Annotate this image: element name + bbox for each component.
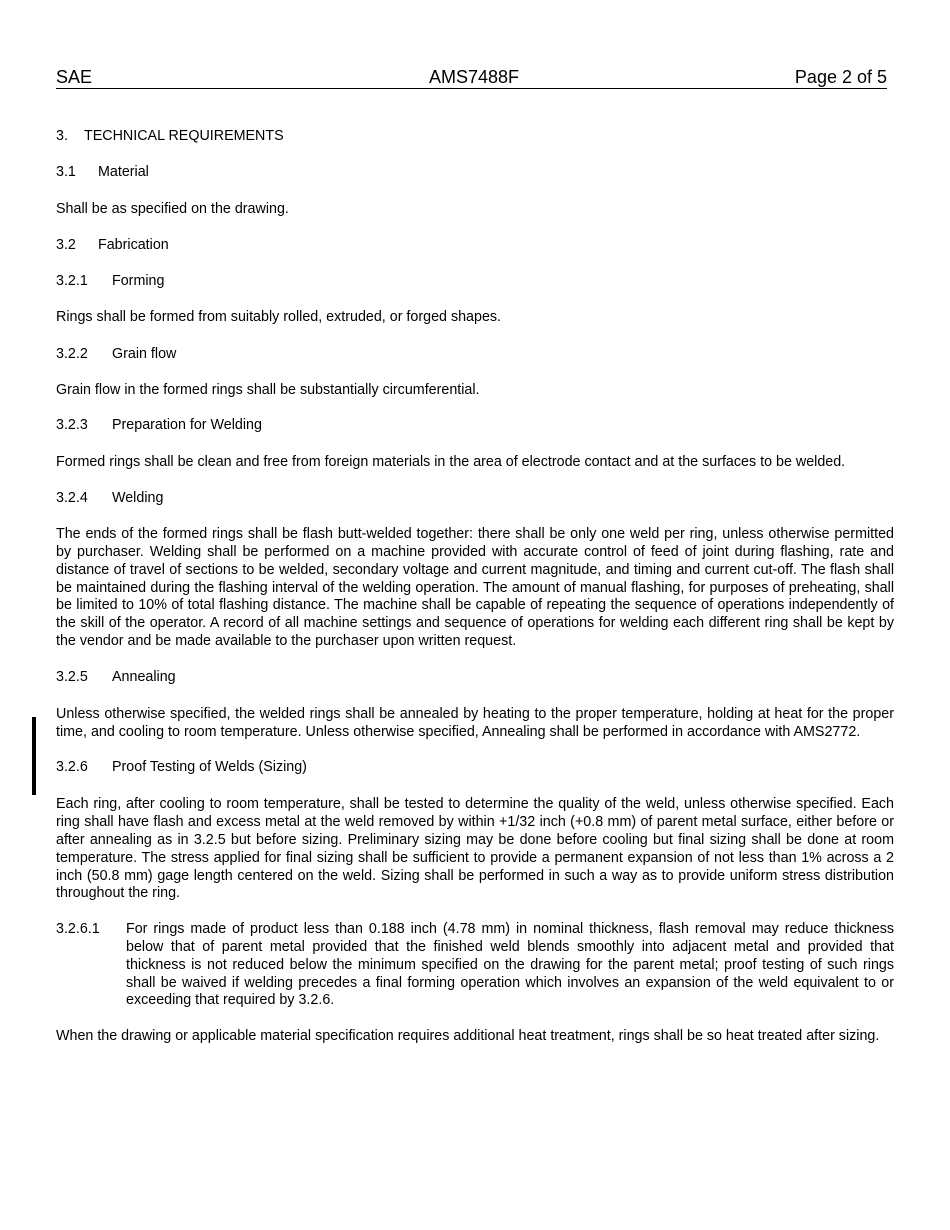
header-doc-id: AMS7488F xyxy=(429,67,520,87)
section-number: 3.2.2 xyxy=(56,345,88,362)
header-org: SAE xyxy=(56,67,93,87)
section-number: 3.2.4 xyxy=(56,490,88,507)
section-title: TECHNICAL REQUIREMENTS xyxy=(84,128,284,144)
section-3-2-2-body: Grain flow in the formed rings shall be substantially circumferential. xyxy=(56,381,480,398)
section-3-2-3-body: Formed rings shall be clean and free from foreign materials in the area of electrode contact and at the surfaces to be welded. xyxy=(56,454,846,471)
section-3-2-6-body: Each ring, after cooling to room temperature, shall be tested to determine the quality of the weld, unless otherwise specified. Each ring shall have flash and excess metal at the weld removed by within +1/32 inch (+0.8 mm) of parent metal surface, either before or after annealing as in 3.2.5 but before sizing. Preliminary sizing may be done before cooling but final sizing shall be done at room temperature. The stress applied for final sizing shall be sufficient to provide a permanent expansion of not less than 1% across a 2 inch (50.8 mm) gage length centered on the weld. Sizing shall be performed in such a way as to provide uniform stress distribution throughout the ring. xyxy=(56,796,894,902)
section-title: Annealing xyxy=(112,668,176,685)
section-title: Grain flow xyxy=(112,345,177,362)
section-3-2-4-heading xyxy=(56,490,894,508)
section-title: Forming xyxy=(112,272,165,289)
section-number: 3.1 xyxy=(56,164,76,180)
section-3-2-5-body: Unless otherwise specified, the welded rings shall be annealed by heating to the proper temperature, holding at heat for the proper time, and cooling to room temperature. Unless otherwise specified, Annealing shall be performed in accordance with AMS2772. xyxy=(56,705,894,740)
section-number: 3.2.6 xyxy=(56,759,88,776)
section-3-2-2-heading xyxy=(56,346,894,364)
section-3-2-3-heading xyxy=(56,417,894,435)
section-3-2-6-1-body: For rings made of product less than 0.188 inch (4.78 mm) in nominal thickness, flash removal may reduce thickness below that of parent metal provided that the finished weld blends smoothly into adjacent metal and provided that thickness is not reduced below the minimum specified on the drawing for the parent metal; proof testing of such rings shall be waived if welding precedes a final forming operation which involves an expansion of the weld equivalent to or exceeding that required by 3.2.6. xyxy=(126,921,894,1009)
section-3-2-heading xyxy=(56,237,894,255)
section-number: 3.2.3 xyxy=(56,417,88,434)
section-title: Preparation for Welding xyxy=(112,417,262,434)
section-title: Proof Testing of Welds (Sizing) xyxy=(112,759,307,776)
revision-change-bar xyxy=(32,717,36,795)
section-number: 3.2.1 xyxy=(56,272,88,289)
section-3-1-body: Shall be as specified on the drawing. xyxy=(56,201,289,217)
closing-paragraph: When the drawing or applicable material specification requires additional heat treatment, rings shall be so heat treated after sizing. xyxy=(56,1028,880,1045)
section-title: Fabrication xyxy=(98,236,169,253)
section-3-2-6-heading xyxy=(56,759,894,777)
section-3-2-5-heading xyxy=(56,669,894,687)
section-3-2-1-body: Rings shall be formed from suitably rolled, extruded, or forged shapes. xyxy=(56,308,502,325)
section-3-1-heading xyxy=(56,164,894,182)
section-number: 3.2.6.1 xyxy=(56,921,100,938)
section-number: 3.2 xyxy=(56,236,76,253)
section-3-2-6-1 xyxy=(56,921,894,1010)
section-number: 3. xyxy=(56,128,68,144)
section-title: Welding xyxy=(112,490,164,507)
section-3-heading xyxy=(56,128,894,146)
section-number: 3.2.5 xyxy=(56,668,88,685)
document-body xyxy=(56,128,894,1046)
page-header xyxy=(56,66,887,89)
section-title: Material xyxy=(98,164,149,180)
section-3-2-4-body: The ends of the formed rings shall be flash butt-welded together: there shall be only one weld per ring, unless otherwise permitted by purchaser. Welding shall be performed on a machine provided with accurate control of feed of joint during flashing, rate and distance of travel of sections to be welded, secondary voltage and current magnitude, and timing and current cut-off. The flash shall be maintained during the flashing interval of the welding operation. The amount of manual flashing, for purposes of preheating, shall be limited to 10% of total flashing distance. The machine shall be capable of repeating the sequence of operations independently of the skill of the operator. A record of all machine settings and sequence of operations for welding each different ring shall be kept by the vendor and be made available to the purchaser upon written request. xyxy=(56,526,894,649)
header-page-number: Page 2 of 5 xyxy=(794,67,887,87)
section-3-2-1-heading xyxy=(56,273,894,291)
